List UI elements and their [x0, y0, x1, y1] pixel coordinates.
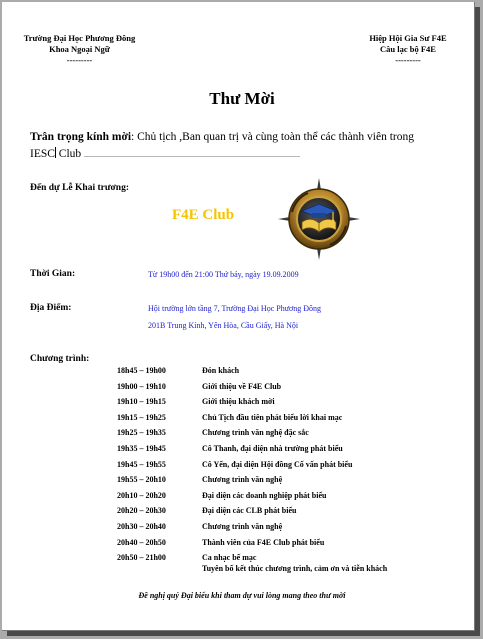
schedule-item: Giới thiệu về F4E Club — [202, 381, 282, 391]
document-page — [2, 2, 475, 631]
greeting-org: IESC — [30, 148, 55, 160]
header-right-club: Câu lạc bộ F4E — [380, 44, 436, 54]
header-left-school: Trường Đại Học Phương Đông — [23, 33, 136, 43]
schedule-time: 19h00 – 19h10 — [117, 381, 166, 391]
event-label: Đến dự Lễ Khai trương: — [30, 183, 129, 193]
greeting-line2 — [30, 147, 300, 160]
greeting-text: : Chủ tịch ,Ban quan trị và cùng toàn thể các thành viên trong — [131, 131, 414, 143]
schedule-time: 19h25 – 19h35 — [117, 428, 166, 438]
header-left — [22, 33, 137, 66]
header-left-faculty: Khoa Ngoại Ngữ — [49, 44, 110, 54]
schedule-item: Đại diện các doanh nghiệp phát biểu — [202, 490, 327, 500]
schedule-time: 20h20 – 20h30 — [117, 506, 166, 516]
schedule-item: Cô Thanh, đại diện nhà trường phát biểu — [202, 444, 343, 453]
schedule-item: Đón khách — [202, 366, 240, 375]
schedule-time: 19h35 – 19h45 — [117, 444, 166, 453]
footer-note: Đề nghị quý Đại biểu khi tham dự vui lòng mang theo thư mời — [138, 591, 346, 600]
club-name: F4E Club — [172, 207, 235, 223]
schedule-item: Chủ Tịch đầu tiên phát biểu lời khai mạc — [202, 412, 343, 422]
schedule-time: 20h30 – 20h40 — [117, 522, 166, 531]
schedule-item: Giới thiệu khách mời — [202, 397, 275, 407]
schedule-item: Chương trình văn nghệ — [202, 522, 283, 531]
schedule-item: Đại diện các CLB phát biểu — [202, 506, 297, 516]
schedule-time: 19h45 – 19h55 — [117, 459, 166, 469]
schedule-time: 18h45 – 19h00 — [117, 366, 166, 375]
schedule-time: 19h15 – 19h25 — [117, 412, 166, 422]
greeting-line1 — [30, 131, 414, 143]
schedule-item: Ca nhạc bế mạc — [202, 553, 257, 563]
time-label: Thời Gian: — [30, 269, 76, 279]
club-logo-icon — [278, 178, 360, 260]
header-left-divider: --------- — [66, 55, 93, 65]
schedule-item: Chương trình văn nghệ — [202, 475, 283, 485]
schedule-item-continued: Tuyên bố kết thúc chương trình, cảm ơn và tiễn khách — [202, 564, 388, 574]
page-shadow-bottom — [7, 631, 480, 636]
location-line1: Hội trường lớn tầng 7, Trường Đại Học Phương Đông — [148, 304, 322, 313]
header-right-divider: --------- — [395, 55, 421, 65]
location-line2: 201B Trung Kính, Yên Hòa, Cầu Giấy, Hà Nội — [148, 321, 299, 330]
header-right-association: Hiệp Hội Gia Sư F4E — [369, 33, 447, 43]
time-value: Từ 19h00 đến 21:00 Thứ bảy, ngày 19.09.2009 — [148, 270, 299, 279]
location-label: Địa Điểm: — [30, 303, 72, 313]
schedule-time: 20h10 – 20h20 — [117, 490, 166, 500]
greeting-label: Trân trọng kính mời — [30, 131, 132, 143]
schedule-item: Cô Yến, đại diện Hội đồng Cố vấn phát biểu — [202, 459, 353, 469]
schedule-item: Chương trình văn nghệ đặc sắc — [202, 428, 309, 438]
schedule-time: 20h50 – 21h00 — [117, 553, 166, 563]
greeting-club: Club — [55, 148, 85, 160]
header-right — [354, 33, 462, 66]
program-label: Chương trình: — [30, 354, 90, 364]
schedule-time: 19h55 – 20h10 — [117, 475, 166, 485]
schedule-item: Thành viên của F4E Club phát biểu — [202, 537, 325, 547]
page-title: Thư Mời — [209, 89, 275, 108]
greeting-dots: ............................................................................................................ — [84, 150, 301, 159]
schedule-time: 20h40 – 20h50 — [117, 537, 166, 547]
schedule-time: 19h10 – 19h15 — [117, 397, 166, 407]
